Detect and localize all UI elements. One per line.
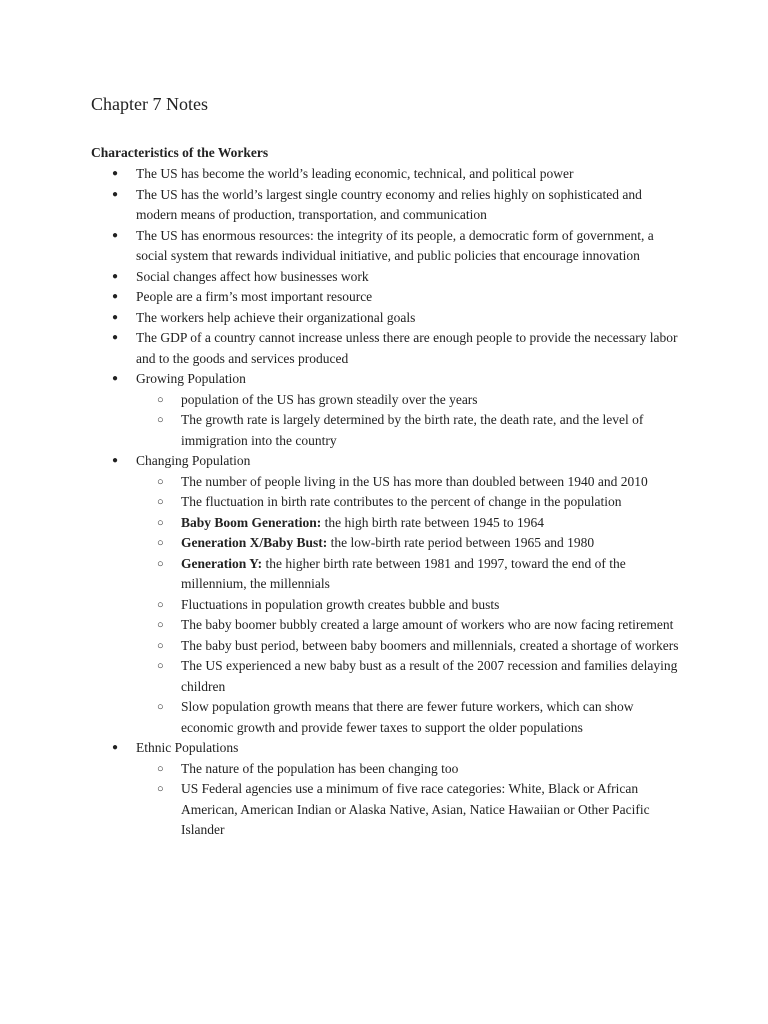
sub-list-item: [136, 636, 681, 657]
sub-bullet-glyph: ○: [157, 537, 164, 549]
sub-list: [136, 759, 681, 841]
bullet-glyph: ●: [112, 455, 119, 466]
list-item-text: The US has the world’s largest single country economy and relies highly on sophisticated and modern means of production, transportation, and communication: [136, 186, 642, 222]
sub-list-item-text: US Federal agencies use a minimum of five race categories: White, Black or African American, American Indian or Alaska Native, Asian, Natice Hawaiian or Other Pacific Islander: [181, 781, 650, 837]
sub-list-item: [136, 513, 681, 534]
sub-bullet-glyph: ○: [157, 701, 164, 713]
list-item: [91, 738, 681, 841]
sub-bullet-glyph: ○: [157, 598, 164, 611]
sub-bullet-glyph: ○: [157, 660, 164, 672]
sub-list-item: [136, 615, 681, 636]
sub-list-item-text: the high birth rate between 1945 to 1964: [321, 514, 544, 530]
sub-bullet-glyph: ○: [157, 496, 164, 508]
list-item: [91, 267, 681, 288]
sub-list-item: [136, 492, 681, 513]
bullet-glyph: ●: [112, 373, 119, 384]
bullet-glyph: ●: [112, 188, 119, 200]
sub-list-item-text: The growth rate is largely determined by the birth rate, the death rate, and the level of immigration into the country: [181, 412, 644, 448]
sub-list-item: [136, 390, 681, 411]
bullet-glyph: ●: [112, 229, 119, 241]
list-item: [91, 451, 681, 738]
sub-list-item: [136, 759, 681, 780]
sub-bullet-glyph: ○: [157, 619, 164, 631]
sub-list-item: [136, 533, 681, 554]
bullet-glyph: ●: [112, 332, 119, 343]
list-item: [91, 308, 681, 329]
sub-list-item-text: population of the US has grown steadily over the years: [181, 391, 478, 407]
term-label: Baby Boom Generation:: [181, 514, 322, 530]
list-item-text: Growing Population: [136, 371, 246, 386]
bullet-glyph: ●: [112, 742, 119, 753]
list-item: [91, 185, 681, 226]
bullet-glyph: ●: [112, 270, 119, 282]
bullet-glyph: ●: [112, 168, 119, 179]
sub-list: [136, 390, 681, 452]
sub-list-item-text: The number of people living in the US has more than doubled between 1940 and 2010: [181, 473, 648, 489]
list-item-text: The US has enormous resources: the integrity of its people, a democratic form of government, a social system that rewards individual initiative, and public policies that encourage innovation: [136, 227, 654, 263]
sub-list-item: [136, 595, 681, 616]
sub-bullet-glyph: ○: [157, 639, 164, 652]
sub-list-item: [136, 472, 681, 493]
page-title: Chapter 7 Notes: [91, 94, 208, 114]
list-item-text: The US has become the world’s leading economic, technical, and political power: [136, 166, 574, 181]
list-item-text: The GDP of a country cannot increase unless there are enough people to provide the necessary labor and to the goods and services produced: [136, 330, 678, 366]
sub-list-item: [136, 697, 681, 738]
bullet-glyph: ●: [112, 291, 119, 302]
list-item: [91, 226, 681, 267]
sub-list-item-text: the low-birth rate period between 1965 and 1980: [327, 535, 595, 550]
list-item: [91, 328, 681, 369]
sub-list-item-text: The fluctuation in birth rate contributes to the percent of change in the population: [181, 494, 622, 509]
sub-list-item: [136, 656, 681, 697]
sub-list-item-text: Slow population growth means that there are fewer future workers, which can show economic growth and provide fewer taxes to support the older populations: [181, 699, 634, 735]
list-item-text: Changing Population: [136, 453, 251, 468]
list-item-text: Ethnic Populations: [136, 740, 239, 755]
sub-list-item-text: The baby bust period, between baby boomers and millennials, created a shortage of workers: [181, 637, 679, 653]
bullet-glyph: ●: [112, 311, 119, 323]
sub-bullet-glyph: ○: [157, 516, 164, 529]
sub-bullet-glyph: ○: [157, 783, 164, 795]
term-label: Generation X/Baby Bust:: [181, 535, 328, 550]
sub-bullet-glyph: ○: [157, 393, 164, 406]
sub-list-item-text: the higher birth rate between 1981 and 1997, toward the end of the millennium, the millennials: [181, 555, 626, 591]
sub-list-item: [136, 779, 681, 841]
list-item-text: Social changes affect how businesses work: [136, 268, 369, 284]
list-item: [91, 287, 681, 308]
sub-list-item: [136, 554, 681, 595]
sub-list-item: [136, 410, 681, 451]
sub-bullet-glyph: ○: [157, 475, 164, 488]
list-item-text: People are a firm’s most important resource: [136, 289, 373, 304]
sub-bullet-glyph: ○: [157, 762, 164, 775]
list-item-text: The workers help achieve their organizational goals: [136, 309, 416, 325]
sub-list-item-text: Fluctuations in population growth creates bubble and busts: [181, 596, 500, 612]
sub-list-item-text: The US experienced a new baby bust as a result of the 2007 recession and families delaying children: [181, 658, 678, 694]
sub-list-item-text: The baby boomer bubbly created a large amount of workers who are now facing retirement: [181, 617, 674, 632]
bullet-list: [91, 164, 681, 841]
sub-list-item-text: The nature of the population has been changing too: [181, 760, 459, 776]
term-label: Generation Y:: [181, 555, 263, 571]
sub-bullet-glyph: ○: [157, 557, 164, 570]
sub-list: [136, 472, 681, 739]
list-item: [91, 164, 681, 185]
sub-bullet-glyph: ○: [157, 414, 164, 426]
list-item: [91, 369, 681, 451]
section-heading: Characteristics of the Workers: [91, 145, 269, 160]
